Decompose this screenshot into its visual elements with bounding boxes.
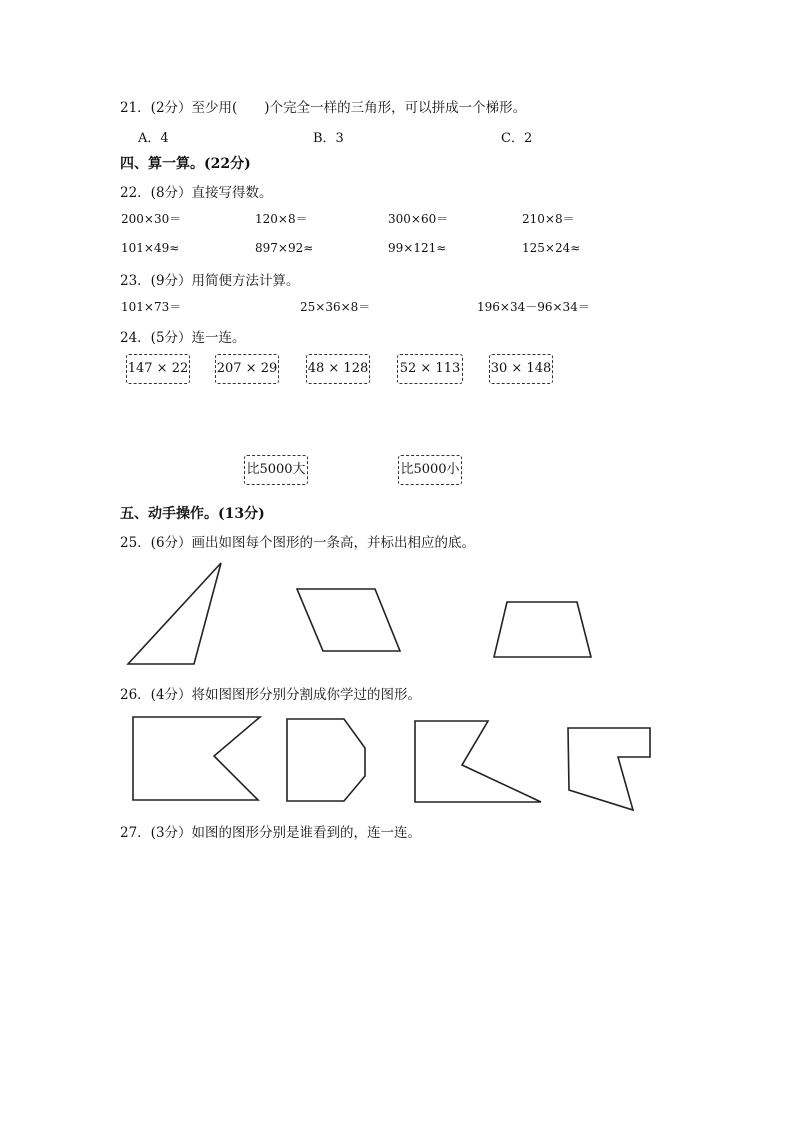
target-box-greater[interactable]: 比5000大 [244, 455, 308, 485]
q23-item: 25×36×8＝ [300, 300, 371, 314]
expression-box[interactable]: 48 × 128 [306, 354, 370, 384]
q22-calc: 120×8＝ [255, 212, 308, 226]
notched-quadrilateral-shape [415, 721, 541, 802]
expression-box[interactable]: 147 × 22 [126, 354, 190, 384]
section4-title: 四、算一算。(22分) [120, 156, 251, 172]
q22-calc: 210×8＝ [522, 212, 575, 226]
q22-stem: 22．(8分）直接写得数。 [120, 185, 273, 201]
q22-estimate: 99×121≈ [388, 241, 447, 255]
q22-estimate: 101×49≈ [121, 241, 180, 255]
q23-item: 101×73＝ [121, 300, 182, 314]
q22-estimate: 897×92≈ [255, 241, 314, 255]
q21-option-c: C．2 [501, 131, 533, 146]
q21-stem: 21．(2分）至少用( )个完全一样的三角形，可以拼成一个梯形。 [120, 100, 527, 116]
irregular-polygon-shape [568, 728, 650, 810]
q22-calc: 200×30＝ [121, 212, 182, 226]
notched-rectangle-shape [133, 717, 260, 800]
q21-option-b: B．3 [313, 131, 344, 146]
q22-estimate: 125×24≈ [522, 241, 581, 255]
q27-stem: 27．(3分）如图的图形分别是谁看到的，连一连。 [120, 825, 422, 841]
expression-box[interactable]: 52 × 113 [397, 354, 463, 384]
q21-option-a: A．4 [138, 131, 169, 146]
q23-stem: 23．(9分）用简便方法计算。 [120, 273, 300, 289]
section5-title: 五、动手操作。(13分) [120, 506, 265, 522]
target-box-less[interactable]: 比5000小 [398, 455, 462, 485]
q25-stem: 25．(6分）画出如图每个图形的一条高，并标出相应的底。 [120, 535, 476, 551]
q23-item: 196×34－96×34＝ [477, 300, 590, 314]
q22-calc: 300×60＝ [388, 212, 449, 226]
expression-box[interactable]: 30 × 148 [489, 354, 553, 384]
cut-corner-rectangle-shape [287, 719, 365, 801]
q24-stem: 24．(5分）连一连。 [120, 330, 246, 346]
expression-box[interactable]: 207 × 29 [215, 354, 279, 384]
q26-stem: 26．(4分）将如图图形分别分割成你学过的图形。 [120, 687, 422, 703]
